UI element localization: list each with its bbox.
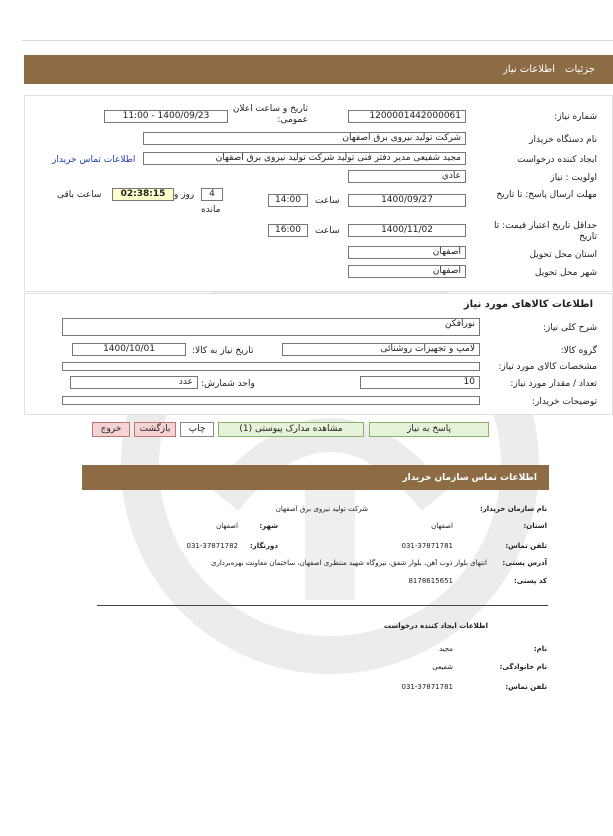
creator-info-title: اطلاعات ایجاد کننده درخواست <box>383 622 488 630</box>
remain-label: مانده <box>201 205 221 215</box>
back-button[interactable]: بازگشت <box>134 422 176 437</box>
page-title: اطلاعات نیاز <box>503 64 555 75</box>
creator-family-label: نام خانوادگی: <box>499 663 547 671</box>
breadcrumb[interactable]: جزئیات <box>565 64 595 75</box>
goods-group-label: گروه کالا: <box>560 346 597 356</box>
deadline-time-label: ساعت <box>315 196 340 206</box>
contact-postal-label: کد پستی: <box>513 577 547 585</box>
contact-city-value: اصفهان <box>216 522 238 530</box>
days-field: 4 <box>201 188 223 201</box>
specs-label: مشخصات کالای مورد نیاز: <box>498 362 597 372</box>
contact-address-value: انتهای بلوار ذوب آهن، بلوار شفق، نیروگاه شهید منتظری اصفهان، ساختمان معاونت بهره‌برداری <box>211 559 487 567</box>
top-divider <box>22 40 613 41</box>
contact-city-label: شهر: <box>259 522 278 530</box>
creator-phone-label: تلفن تماس: <box>505 683 547 691</box>
deadline-date-field: 1400/09/27 <box>348 194 466 207</box>
city-field: اصفهان <box>348 265 466 278</box>
city-label: شهر محل تحویل <box>534 268 597 278</box>
contact-title: اطلاعات تماس سازمان خریدار <box>402 473 537 483</box>
buyer-desc-field <box>62 396 480 405</box>
contact-org-value: شرکت تولید نیروی برق اصفهان <box>275 505 368 513</box>
contact-divider <box>97 605 548 606</box>
specs-field <box>62 362 480 371</box>
contact-province-label: استان: <box>523 522 547 530</box>
contact-fax-value: 031-37871782 <box>186 542 238 550</box>
goods-desc-label: شرح کلی نیاز: <box>542 323 597 333</box>
goods-section-title: اطلاعات کالاهای مورد نیاز <box>463 299 593 310</box>
contact-org-label: نام سازمان خریدار: <box>479 505 547 513</box>
creator-family-value: شفیعی <box>432 663 453 671</box>
need-date-label: تاریخ نیاز به کالا: <box>192 346 254 356</box>
qty-field: 10 <box>360 376 480 389</box>
contact-province-value: اصفهان <box>431 522 453 530</box>
deadline-label: مهلت ارسال پاسخ: تا تاریخ <box>496 190 597 200</box>
priority-label: اولویت : نیاز <box>550 173 597 183</box>
respond-button[interactable]: پاسخ به نیاز <box>369 422 489 437</box>
contact-phone-label: تلفن تماس: <box>505 542 547 550</box>
need-number-field: 1200001442000061 <box>348 110 466 123</box>
contact-header <box>82 465 549 490</box>
creator-phone-value: 031-37871781 <box>401 683 453 691</box>
contact-address-label: آدرس پستی: <box>502 559 547 567</box>
buyer-org-label: نام دستگاه خریدار <box>529 135 597 145</box>
province-field: اصفهان <box>348 246 466 259</box>
buyer-desc-label: توضیحات خریدار: <box>531 397 597 407</box>
buyer-contact-link[interactable]: اطلاعات تماس خریدار <box>52 155 136 165</box>
page-header <box>24 55 613 84</box>
announce-date-field: 1400/09/23 - 11:00 <box>104 110 228 123</box>
goods-group-field: لامپ و تجهیزات روشنائی <box>282 343 480 356</box>
unit-label: واحد شمارش: <box>201 379 255 389</box>
qty-label: تعداد / مقدار مورد نیاز: <box>510 379 597 389</box>
province-label: استان محل تحویل <box>529 250 597 260</box>
exit-button[interactable]: خروج <box>92 422 130 437</box>
validity-label: حداقل تاریخ اعتبار قیمت: تا تاریخ <box>494 221 597 242</box>
goods-desc-field: نورافکن <box>62 318 480 336</box>
validity-date-field: 1400/11/02 <box>348 224 466 237</box>
creator-label: ایجاد کننده درخواست <box>517 155 597 165</box>
print-button[interactable]: چاپ <box>180 422 214 437</box>
timer-label: ساعت باقی <box>57 190 102 200</box>
validity-time-label: ساعت <box>315 226 340 236</box>
countdown-timer: 02:38:15 <box>112 188 174 201</box>
buyer-org-field: شرکت تولید نیروی برق اصفهان <box>143 132 466 145</box>
priority-field: عادي <box>348 170 466 183</box>
need-number-label: شماره نیاز: <box>554 112 597 122</box>
creator-field: مجید شفیعی مدیر دفتر فنی تولید شرکت تولید نیروی برق اصفهان <box>143 152 466 165</box>
announce-date-label: تاریخ و ساعت اعلان عمومی: <box>232 104 308 125</box>
view-attachments-button[interactable]: مشاهده مدارک پیوستی (1) <box>218 422 364 437</box>
contact-phone-value: 031-37871781 <box>401 542 453 550</box>
need-date-field: 1400/10/01 <box>72 343 186 356</box>
contact-postal-value: 8178615651 <box>408 577 453 585</box>
creator-name-value: مجید <box>438 645 453 653</box>
unit-field: عدد <box>70 376 198 389</box>
creator-name-label: نام: <box>533 645 547 653</box>
deadline-time-field: 14:00 <box>268 194 308 207</box>
validity-time-field: 16:00 <box>268 224 308 237</box>
contact-fax-label: دورنگار: <box>249 542 278 550</box>
days-label: روز و <box>174 190 195 200</box>
